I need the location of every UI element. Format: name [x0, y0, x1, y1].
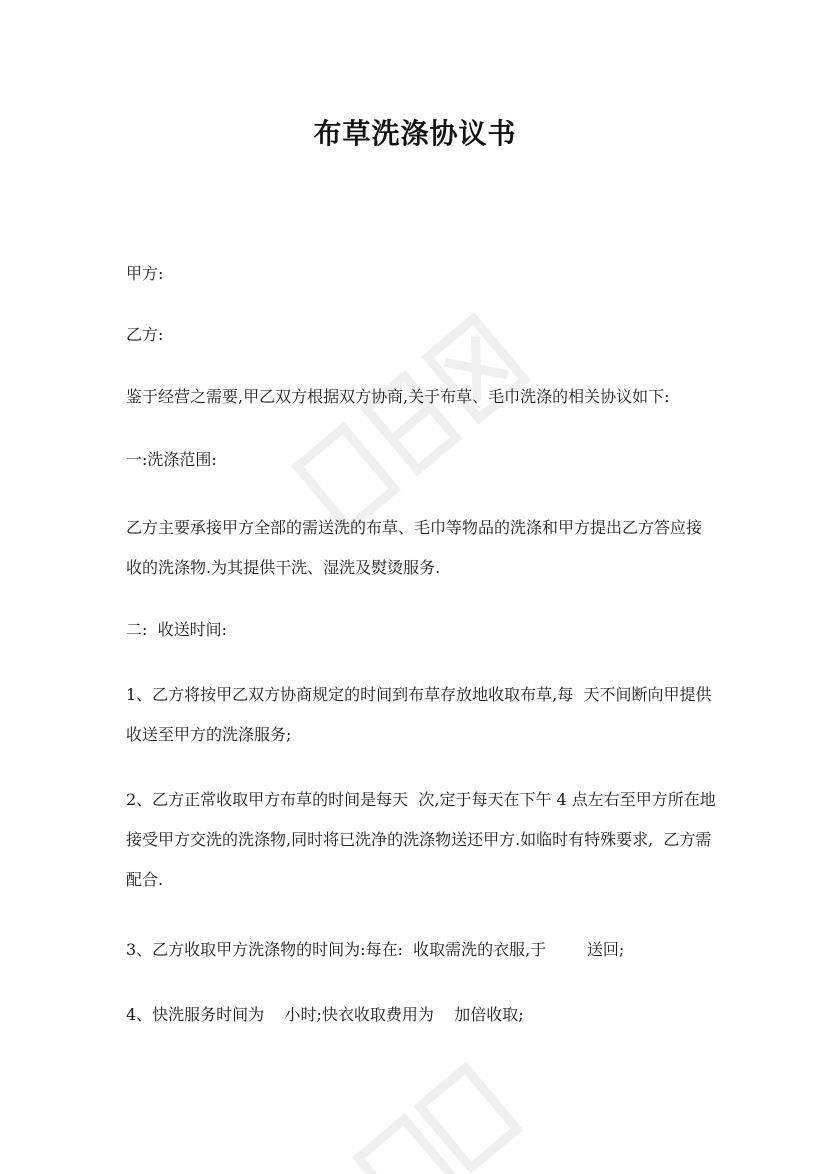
- clause-4: 4、快洗服务时间为 小时;快衣收取费用为 加倍收取;: [126, 1005, 524, 1024]
- party-a-line: 甲方:: [126, 264, 164, 283]
- section1-heading: 一:洗涤范围:: [126, 450, 217, 469]
- party-b-line: 乙方:: [126, 325, 164, 344]
- section1-body: 乙方主要承接甲方全部的需送洗的布草、毛巾等物品的洗涤和甲方提出乙方答应接收的洗涤物.为其提供干洗、湿洗及熨烫服务.: [126, 518, 703, 577]
- document-title: 布草洗涤协议书: [313, 117, 517, 150]
- watermark-mark-lower: [358, 1068, 517, 1174]
- clause-1: 1、乙方将按甲乙双方协商规定的时间到布草存放地收取布草,每 天不间断向甲提供收送至甲方的洗涤服务;: [126, 685, 712, 744]
- clause-2: 2、乙方正常收取甲方布草的时间是每天 次,定于每天在下午 4 点左右至甲方所在地接受甲方交洗的洗涤物,同时将已洗净的洗涤物送还甲方.如临时有特殊要求, 乙方需配合.: [126, 790, 716, 889]
- section2-heading: 二: 收送时间:: [126, 620, 227, 639]
- clause-3: 3、乙方收取甲方洗涤物的时间为:每在: 收取需洗的衣服,于 送回;: [126, 940, 625, 959]
- preamble-paragraph: 鉴于经营之需要,甲乙双方根据双方协商,关于布草、毛巾洗涤的相关协议如下:: [126, 387, 670, 406]
